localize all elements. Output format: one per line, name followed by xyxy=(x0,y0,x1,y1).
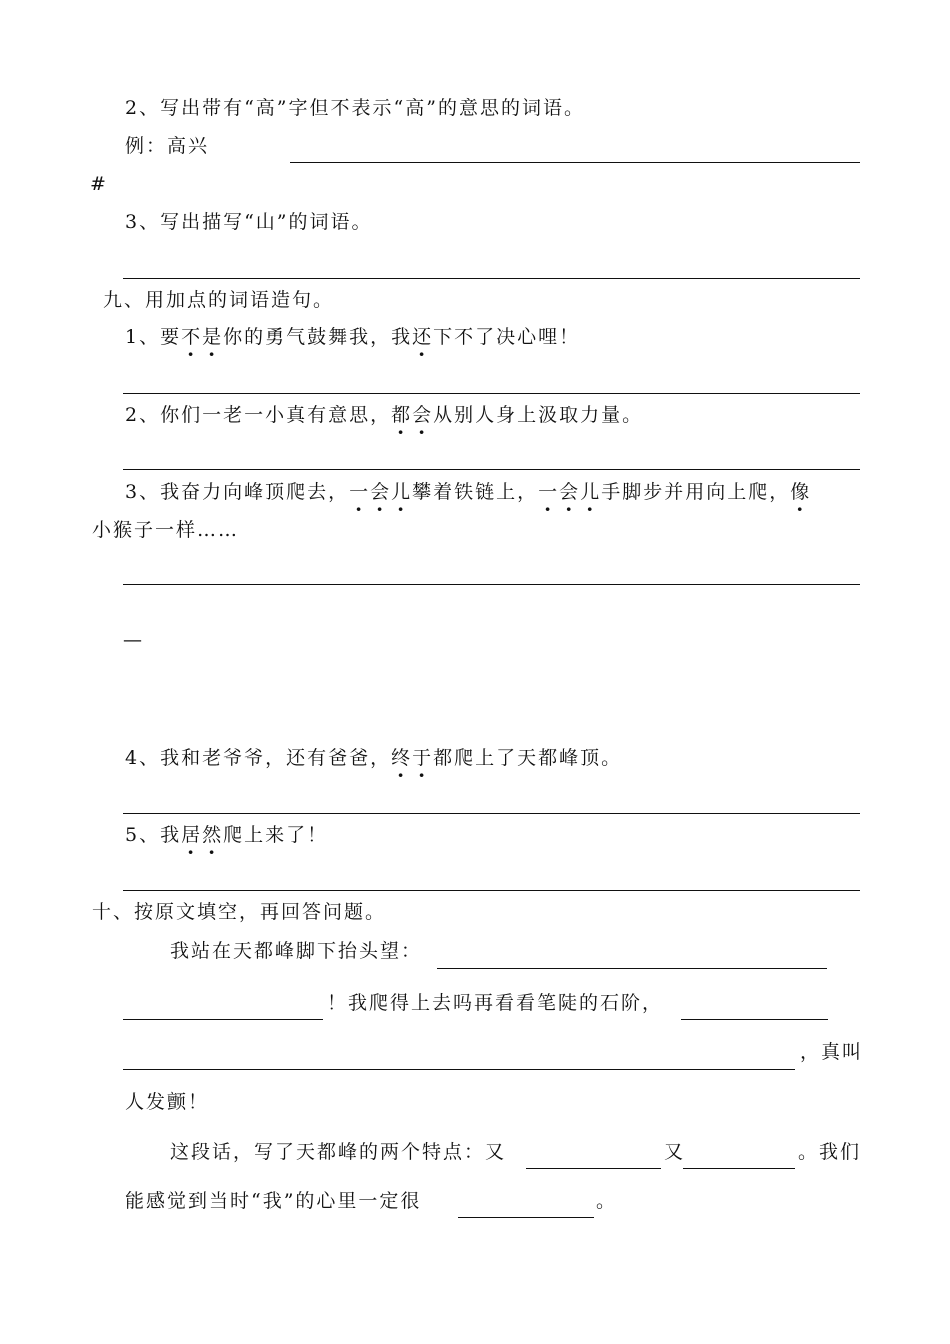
q9-sentence-4: 4、我和老爷爷，还有爸爸，终于都爬上了天都峰顶。 xyxy=(125,747,623,769)
answer-line[interactable] xyxy=(123,813,860,814)
answer-line[interactable] xyxy=(290,162,860,163)
answer-line[interactable] xyxy=(123,890,860,891)
blank-line[interactable] xyxy=(683,1168,795,1169)
stray-hash: # xyxy=(90,173,108,195)
blank-line[interactable] xyxy=(526,1168,661,1169)
q8-item2: 2、写出带有“高”字但不表示“高”的意思的词语。 xyxy=(125,97,585,119)
answer-line[interactable] xyxy=(123,393,860,394)
q9-heading: 九、用加点的词语造句。 xyxy=(103,289,335,311)
answer-line[interactable] xyxy=(123,584,860,585)
q8-example: 例：高兴 xyxy=(125,135,210,157)
q9-sentence-3-line2: 小猴子一样…… xyxy=(92,519,240,541)
q10-para-5b: 又 xyxy=(664,1141,686,1163)
q10-para-5a: 这段话，写了天都峰的两个特点：又 xyxy=(170,1141,507,1163)
blank-line[interactable] xyxy=(458,1217,594,1218)
blank-line[interactable] xyxy=(123,1069,795,1070)
q9-sentence-3: 3、我奋力向峰顶爬去，一会儿攀着铁链上，一会儿手脚步并用向上爬，像 xyxy=(125,481,812,503)
q10-heading: 十、按原文填空，再回答问题。 xyxy=(92,901,387,923)
stray-dash: — xyxy=(123,629,144,651)
q10-para-6-end: 。 xyxy=(596,1190,618,1212)
q9-sentence-1: 1、要不是你的勇气鼓舞我，我还下不了决心哩！ xyxy=(125,326,581,348)
answer-line[interactable] xyxy=(123,469,860,470)
q10-para-2: ！我爬得上去吗再看看笔陡的石阶， xyxy=(327,992,664,1014)
blank-line[interactable] xyxy=(437,968,827,969)
q10-para-5c: 。我们 xyxy=(798,1141,862,1163)
answer-line[interactable] xyxy=(123,278,860,279)
q9-sentence-2: 2、你们一老一小真有意思，都会从别人身上汲取力量。 xyxy=(125,404,644,426)
q9-sentence-5: 5、我居然爬上来了！ xyxy=(125,824,329,846)
q10-para-3: ，真叫 xyxy=(800,1041,864,1063)
q10-para-6: 能感觉到当时“我”的心里一定很 xyxy=(125,1190,422,1212)
q8-item3: 3、写出描写“山”的词语。 xyxy=(125,211,373,233)
q10-para-1: 我站在天都峰脚下抬头望： xyxy=(170,940,423,962)
q10-para-4: 人发颤！ xyxy=(125,1091,210,1113)
blank-line[interactable] xyxy=(681,1019,828,1020)
blank-line[interactable] xyxy=(123,1019,323,1020)
